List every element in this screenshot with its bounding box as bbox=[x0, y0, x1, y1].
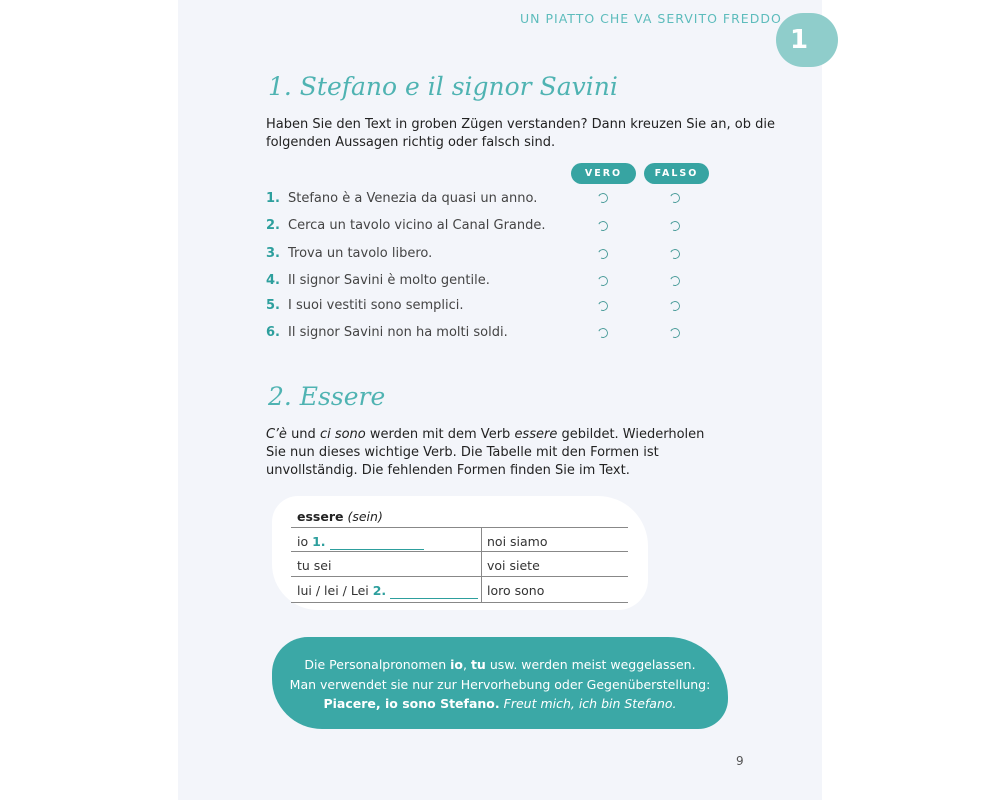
table-cell-voi: voi siete bbox=[487, 558, 540, 573]
statement-row bbox=[266, 191, 537, 211]
note-line-2: Man verwendet sie nur zur Hervorhebung oder Gegenüberstellung: bbox=[289, 676, 711, 692]
intro-text-end: gebildet. Wiederholen bbox=[561, 427, 705, 442]
table-column-divider bbox=[481, 528, 482, 603]
statement-row bbox=[266, 218, 546, 238]
statement-text: Cerca un tavolo vicino al Canal Grande. bbox=[288, 218, 546, 233]
statement-text: Il signor Savini non ha molti soldi. bbox=[288, 325, 508, 340]
note-tu: tu bbox=[470, 657, 486, 672]
statement-row bbox=[266, 325, 508, 345]
running-title: UN PIATTO CHE VA SERVITO FREDDO bbox=[520, 11, 782, 26]
chapter-number: 1 bbox=[790, 25, 809, 55]
note-text: usw. werden meist weggelassen. bbox=[489, 657, 696, 672]
statement-row bbox=[266, 246, 432, 266]
table-translation: (sein) bbox=[347, 509, 383, 524]
exercise1-instructions bbox=[266, 116, 775, 152]
instruction-line: folgenden Aussagen richtig oder falsch sind. bbox=[266, 135, 556, 150]
answer-blank-2[interactable] bbox=[390, 583, 478, 599]
note-example: Piacere, io sono Stefano bbox=[323, 696, 495, 711]
term-ci-sono: ci sono bbox=[319, 427, 366, 442]
instruction-line: Haben Sie den Text in groben Zügen verstanden? Dann kreuzen Sie an, ob die bbox=[266, 117, 775, 132]
statement-text: Stefano è a Venezia da quasi un anno. bbox=[288, 191, 538, 206]
pronoun: io bbox=[297, 534, 309, 549]
table-verb: essere bbox=[297, 509, 344, 524]
table-cell-tu: tu sei bbox=[297, 558, 332, 573]
table-cell-noi: noi siamo bbox=[487, 534, 548, 549]
statement-number: 3. bbox=[266, 246, 280, 261]
instruction-line: unvollständig. Die fehlenden Formen finden Sie im Text. bbox=[266, 463, 630, 478]
table-divider bbox=[291, 527, 628, 528]
answer-blank-1[interactable] bbox=[330, 534, 424, 550]
pronoun: lui / lei / Lei bbox=[297, 583, 369, 598]
instruction-line: Sie nun dieses wichtige Verb. Die Tabelle mit den Formen ist bbox=[266, 445, 659, 460]
statement-text: Trova un tavolo libero. bbox=[288, 246, 433, 261]
statement-row bbox=[266, 273, 490, 293]
vero-column-header: VERO bbox=[571, 163, 636, 184]
intro-und: und bbox=[291, 427, 316, 442]
grammar-note-text bbox=[272, 655, 728, 714]
statement-text: Il signor Savini è molto gentile. bbox=[288, 273, 490, 288]
statement-row bbox=[266, 298, 464, 318]
table-divider bbox=[291, 576, 628, 577]
table-cell-io bbox=[297, 534, 424, 550]
exercise2-title: 2. Essere bbox=[268, 382, 386, 411]
intro-text: werden mit dem Verb bbox=[369, 427, 511, 442]
statement-number: 2. bbox=[266, 218, 280, 233]
statement-text: I suoi vestiti sono semplici. bbox=[288, 298, 464, 313]
note-text: Die Personalpronomen bbox=[304, 657, 447, 672]
note-translation: Freut mich, ich bin Stefano. bbox=[503, 696, 677, 711]
term-essere: essere bbox=[514, 427, 558, 442]
instruction-line bbox=[266, 426, 704, 444]
exercise1-title: 1. Stefano e il signor Savini bbox=[268, 72, 618, 101]
page-number: 9 bbox=[736, 754, 744, 768]
note-comma: , bbox=[462, 657, 467, 672]
note-io: io bbox=[450, 657, 463, 672]
blank-number: 2. bbox=[372, 583, 387, 598]
statement-number: 6. bbox=[266, 325, 280, 340]
note-dot: . bbox=[494, 696, 500, 711]
table-cell-lui bbox=[297, 583, 478, 599]
note-line-1 bbox=[272, 655, 728, 675]
falso-column-header: FALSO bbox=[644, 163, 709, 184]
statement-number: 1. bbox=[266, 191, 280, 206]
table-cell-loro: loro sono bbox=[487, 583, 545, 598]
table-heading bbox=[297, 509, 383, 524]
statement-number: 4. bbox=[266, 273, 280, 288]
blank-number: 1. bbox=[312, 534, 326, 549]
note-line-3 bbox=[272, 694, 728, 714]
statement-number: 5. bbox=[266, 298, 280, 313]
table-divider bbox=[291, 551, 628, 552]
term-c-e: C’è bbox=[266, 427, 287, 442]
table-divider bbox=[291, 602, 628, 603]
exercise2-instructions bbox=[266, 426, 704, 480]
